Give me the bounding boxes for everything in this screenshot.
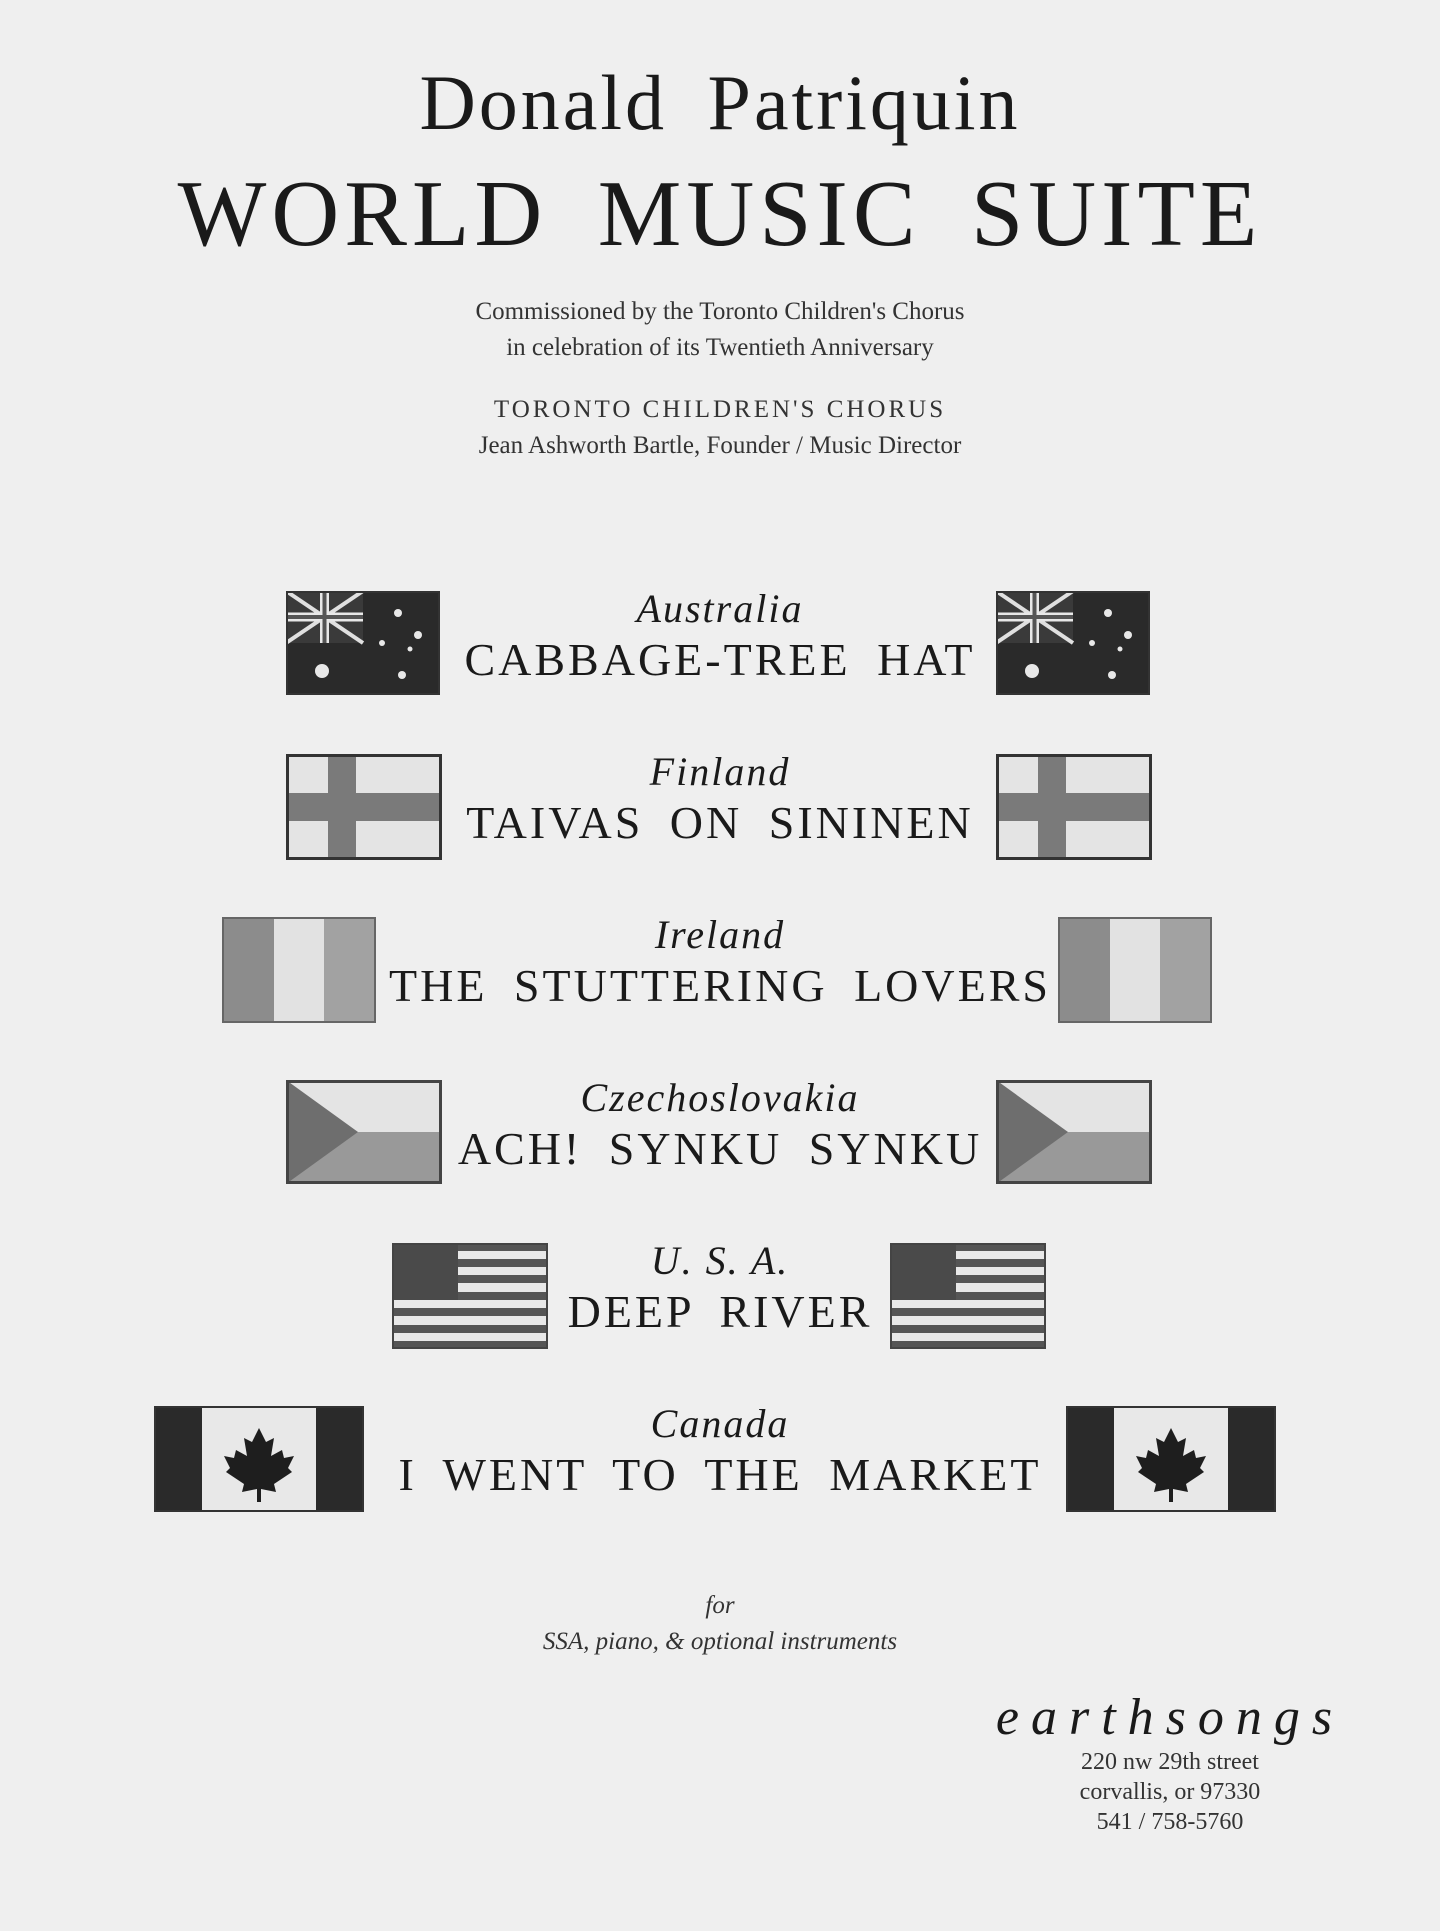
instrumentation <box>0 1588 1440 1660</box>
song-title: TAIVAS ON SININEN <box>466 797 974 848</box>
usa-flag-icon <box>890 1243 1046 1349</box>
composer-name: Donald Patriquin <box>419 59 1021 146</box>
voicing: SSA, piano, & optional instruments <box>542 1628 898 1655</box>
song-entry <box>0 748 1440 858</box>
publisher-address-1: 220 nw 29th street <box>1081 1749 1259 1775</box>
song-title: DEEP RIVER <box>567 1286 873 1337</box>
ireland-flag-icon <box>222 917 376 1023</box>
finland-flag-icon <box>996 754 1152 860</box>
song-country: Ireland <box>654 912 786 957</box>
australia-flag-icon <box>286 591 440 695</box>
ireland-flag-icon <box>1058 917 1212 1023</box>
canada-flag-icon <box>154 1406 364 1512</box>
czechoslovakia-flag-icon <box>286 1080 442 1184</box>
song-title: CABBAGE-TREE HAT <box>464 634 976 685</box>
song-country: Australia <box>636 586 804 631</box>
publisher-block <box>960 1688 1380 1837</box>
for-label: for <box>705 1592 735 1619</box>
commission-line-2: in celebration of its Twentieth Anniversary <box>506 334 934 361</box>
commission-note <box>0 294 1440 366</box>
song-entry <box>0 585 1440 695</box>
publisher-phone: 541 / 758-5760 <box>1096 1809 1244 1835</box>
chorus-credit <box>0 388 1440 468</box>
song-country: Canada <box>650 1401 790 1446</box>
chorus-name: TORONTO CHILDREN'S CHORUS <box>493 396 947 423</box>
suite-title: WORLD MUSIC SUITE <box>177 162 1263 266</box>
song-entry <box>0 1400 1440 1510</box>
song-title: THE STUTTERING LOVERS <box>389 960 1051 1011</box>
song-country: Finland <box>649 749 791 794</box>
finland-flag-icon <box>286 754 442 860</box>
publisher-name: earthsongs <box>995 1689 1345 1746</box>
chorus-director: Jean Ashworth Bartle, Founder / Music Director <box>478 432 962 459</box>
publisher-address-2: corvallis, or 97330 <box>1079 1779 1261 1805</box>
usa-flag-icon <box>392 1243 548 1349</box>
song-country: Czechoslovakia <box>580 1075 860 1120</box>
song-title: I WENT TO THE MARKET <box>398 1449 1042 1500</box>
song-entry <box>0 911 1440 1021</box>
song-entry <box>0 1074 1440 1184</box>
song-title: ACH! SYNKU SYNKU <box>457 1123 983 1174</box>
commission-line-1: Commissioned by the Toronto Children's Chorus <box>475 298 965 325</box>
song-entry <box>0 1237 1440 1347</box>
czechoslovakia-flag-icon <box>996 1080 1152 1184</box>
canada-flag-icon <box>1066 1406 1276 1512</box>
song-country: U. S. A. <box>650 1238 790 1283</box>
australia-flag-icon <box>996 591 1150 695</box>
